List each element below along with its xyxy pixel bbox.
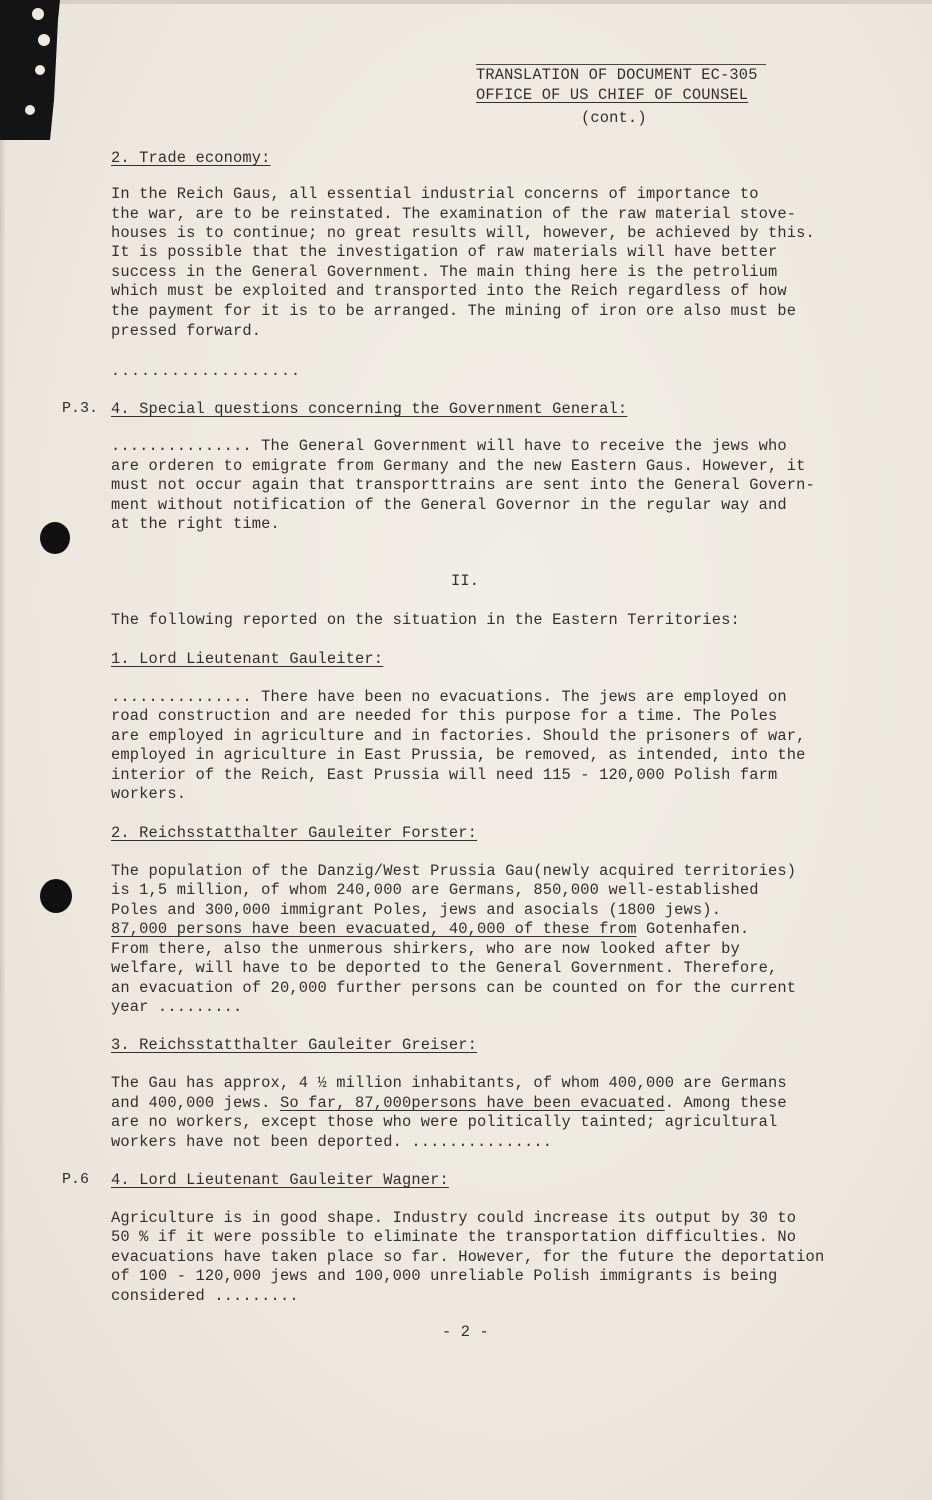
punch-hole-lower <box>40 879 72 913</box>
wagner-line-5: considered ......... <box>111 1287 299 1305</box>
lord-line-3: are employed in agriculture and in factories. Should the prisoners of war, <box>111 727 806 745</box>
wagner-heading: 4. Lord Lieutenant Gauleiter Wagner: <box>111 1171 449 1189</box>
greiser-evacuated-underlined: So far, 87,000persons have been evacuated <box>279 1094 665 1112</box>
margin-page-ref-6: P.6 <box>62 1171 90 1188</box>
special-line-4: ment without notification of the General Governor in the regular way and <box>111 496 787 514</box>
trade-line-2: the war, are to be reinstated. The examination of the raw material stove- <box>111 205 797 223</box>
wagner-line-2: 50 % if it were possible to eliminate the transportation difficulties. No <box>111 1228 797 1246</box>
greiser-heading: 3. Reichsstatthalter Gauleiter Greiser: <box>111 1036 478 1054</box>
wagner-line-3: evacuations have taken place so far. However, for the future the deportation <box>111 1248 825 1266</box>
binder-strip <box>0 0 62 140</box>
forster-line-8: year ......... <box>111 998 243 1016</box>
trade-line-4: It is possible that the investigation of raw materials will have better <box>111 243 778 261</box>
header-document-title: TRANSLATION OF DOCUMENT EC-305 <box>476 66 758 84</box>
special-line-3: must not occur again that transporttrains are sent into the General Govern- <box>111 476 815 494</box>
margin-page-ref-3: P.3. <box>62 400 99 417</box>
part-two-numeral: II. <box>451 572 480 590</box>
greiser-line-2-pre: and 400,000 jews. <box>111 1094 280 1112</box>
header-continued: (cont.) <box>581 109 647 127</box>
lord-line-6: workers. <box>111 785 187 803</box>
greiser-line-3: are no workers, except those who were politically tainted; agricultural <box>111 1113 778 1131</box>
forster-line-3: Poles and 300,000 immigrant Poles, jews and asocials (1800 jews). <box>111 901 722 919</box>
lord-line-4: employed in agriculture in East Prussia, be removed, as intended, into the <box>111 746 806 764</box>
trade-line-5: success in the General Government. The main thing here is the petrolium <box>111 263 778 281</box>
forster-line-7: an evacuation of 20,000 further persons can be counted on for the current <box>111 979 797 997</box>
greiser-line-2 <box>111 1094 787 1113</box>
wagner-line-4: of 100 - 120,000 jews and 100,000 unreliable Polish immigrants is being <box>111 1267 778 1285</box>
trade-heading: 2. Trade economy: <box>111 149 271 167</box>
page-number: - 2 - <box>442 1323 489 1341</box>
page-left-edge <box>0 0 6 1500</box>
wagner-line-1: Agriculture is in good shape. Industry could increase its output by 30 to <box>111 1209 797 1227</box>
special-heading: 4. Special questions concerning the Government General: <box>111 400 628 418</box>
forster-line-6: welfare, will have to be deported to the General Government. Therefore, <box>111 959 778 977</box>
lord-heading: 1. Lord Lieutenant Gauleiter: <box>111 650 384 668</box>
greiser-line-4: workers have not been deported. ............... <box>111 1133 553 1151</box>
greiser-line-1: The Gau has approx, 4 ½ million inhabitants, of whom 400,000 are Germans <box>111 1074 787 1092</box>
page-top-edge <box>0 0 932 4</box>
trade-line-7: the payment for it is to be arranged. The mining of iron ore also must be <box>111 302 797 320</box>
trade-ellipsis: ................... <box>111 363 302 380</box>
greiser-line-2-post: . Among these <box>664 1094 787 1112</box>
trade-line-6: which must be exploited and transported into the Reich regardless of how <box>111 282 787 300</box>
forster-heading: 2. Reichsstatthalter Gauleiter Forster: <box>111 824 478 842</box>
lord-line-2: road construction and are needed for this purpose for a time. The Poles <box>111 707 778 725</box>
special-line-1: ............... The General Government will have to receive the jews who <box>111 437 787 455</box>
forster-line-2: is 1,5 million, of whom 240,000 are Germans, 850,000 well-established <box>111 881 759 899</box>
part-two-intro: The following reported on the situation in the Eastern Territories: <box>111 611 740 629</box>
trade-line-3: houses is to continue; no great results will, however, be achieved by this. <box>111 224 815 242</box>
forster-line-5: From there, also the unmerous shirkers, who are now looked after by <box>111 940 740 958</box>
trade-line-1: In the Reich Gaus, all essential industrial concerns of importance to <box>111 185 759 203</box>
lord-line-5: interior of the Reich, East Prussia will need 115 - 120,000 Polish farm <box>111 766 778 784</box>
trade-line-8: pressed forward. <box>111 322 262 340</box>
forster-evacuated-underlined: 87,000 persons have been evacuated, 40,000 of these from <box>111 920 637 938</box>
punch-hole-upper <box>40 522 70 554</box>
forster-line-1: The population of the Danzig/West Prussia Gau(newly acquired territories) <box>111 862 797 880</box>
forster-line-4 <box>111 920 749 939</box>
header-office: OFFICE OF US CHIEF OF COUNSEL <box>476 86 749 104</box>
forster-evacuated-tail: Gotenhafen. <box>636 920 750 938</box>
header-top-rule <box>476 64 766 65</box>
special-line-2: are orderen to emigrate from Germany and the new Eastern Gaus. However, it <box>111 457 806 475</box>
lord-line-1: ............... There have been no evacuations. The jews are employed on <box>111 688 787 706</box>
special-line-5: at the right time. <box>111 515 280 533</box>
